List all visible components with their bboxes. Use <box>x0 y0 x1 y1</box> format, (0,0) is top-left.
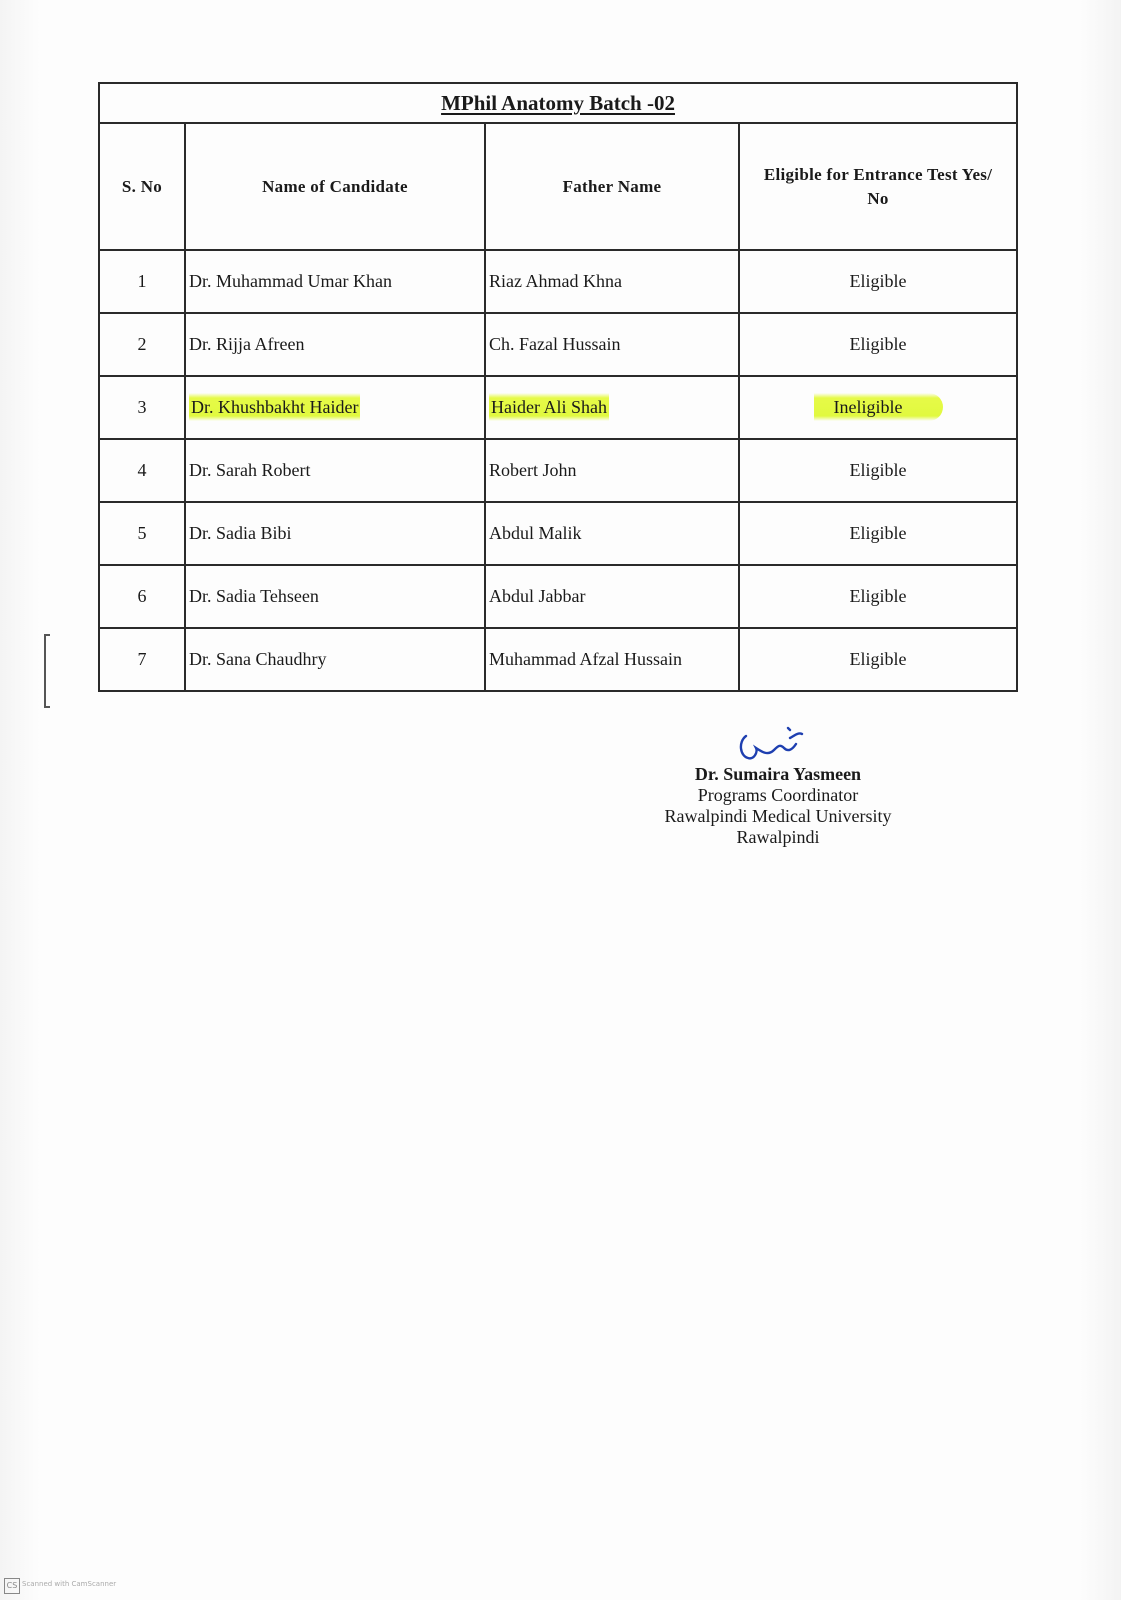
cell-father-name <box>485 565 739 628</box>
cell-eligibility-status <box>739 250 1017 313</box>
table-title-text: MPhil Anatomy Batch -02 <box>441 90 675 115</box>
cell-father-name <box>485 628 739 691</box>
cell-eligibility-status <box>739 313 1017 376</box>
cell-candidate-name <box>185 628 485 691</box>
cell-father-name <box>485 502 739 565</box>
cell-eligibility-status-text: Eligible <box>849 271 907 291</box>
cell-father-name <box>485 313 739 376</box>
cell-sno-text: 1 <box>137 271 147 291</box>
header-name: Name of Candidate <box>185 123 485 250</box>
cell-candidate-name-text: Dr. Rijja Afreen <box>189 334 305 354</box>
cell-eligibility-status-text: Eligible <box>849 460 907 480</box>
cell-eligibility-status <box>739 439 1017 502</box>
camscanner-logo-icon: CS <box>4 1578 20 1594</box>
header-sno: S. No <box>99 123 185 250</box>
cell-father-name-text: Riaz Ahmad Khna <box>489 271 622 291</box>
cell-sno-text: 3 <box>137 397 147 417</box>
cell-sno-text: 4 <box>137 460 147 480</box>
cell-eligibility-status-text: Eligible <box>849 334 907 354</box>
cell-eligibility-status-text: Eligible <box>849 523 907 543</box>
signature-block <box>640 722 916 848</box>
cell-candidate-name <box>185 439 485 502</box>
cell-candidate-name-text: Dr. Khushbakht Haider <box>189 393 360 421</box>
cell-father-name <box>485 250 739 313</box>
cell-sno <box>99 439 185 502</box>
table-row <box>99 439 1017 502</box>
cell-eligibility-status-text: Eligible <box>849 586 907 606</box>
cell-sno-text: 6 <box>137 586 147 606</box>
table-row <box>99 628 1017 691</box>
cell-father-name-text: Abdul Jabbar <box>489 586 586 606</box>
cell-father-name <box>485 376 739 439</box>
cell-father-name-text: Robert John <box>489 460 577 480</box>
cell-sno-text: 5 <box>137 523 147 543</box>
cell-eligibility-status <box>739 502 1017 565</box>
table-row <box>99 376 1017 439</box>
signatory-institution: Rawalpindi Medical University <box>664 806 892 826</box>
cell-candidate-name-text: Dr. Sana Chaudhry <box>189 649 327 669</box>
signature-mark <box>718 722 838 764</box>
cell-father-name-text: Abdul Malik <box>489 523 582 543</box>
cell-sno <box>99 313 185 376</box>
cell-eligibility-status <box>739 376 1017 439</box>
signatory-city: Rawalpindi <box>736 827 820 847</box>
cell-eligibility-status-text: Eligible <box>849 649 907 669</box>
cell-candidate-name-text: Dr. Muhammad Umar Khan <box>189 271 392 291</box>
table-row <box>99 502 1017 565</box>
cell-sno <box>99 250 185 313</box>
cell-candidate-name <box>185 376 485 439</box>
cell-candidate-name-text: Dr. Sarah Robert <box>189 460 311 480</box>
table-header-row <box>99 123 1017 250</box>
header-father: Father Name <box>485 123 739 250</box>
candidates-table-container <box>98 82 1016 692</box>
cell-candidate-name-text: Dr. Sadia Bibi <box>189 523 292 543</box>
cell-eligibility-status <box>739 628 1017 691</box>
table-body <box>99 250 1017 691</box>
cell-sno <box>99 376 185 439</box>
cell-father-name-text: Ch. Fazal Hussain <box>489 334 621 354</box>
cell-sno-text: 7 <box>137 649 147 669</box>
cell-father-name-text: Muhammad Afzal Hussain <box>489 649 682 669</box>
cell-eligibility-status-text: Ineligible <box>814 393 943 421</box>
cell-sno <box>99 502 185 565</box>
cell-eligibility-status <box>739 565 1017 628</box>
cell-father-name <box>485 439 739 502</box>
margin-bracket-mark <box>44 634 50 708</box>
cell-father-name-text: Haider Ali Shah <box>489 393 609 421</box>
cell-sno <box>99 628 185 691</box>
cell-candidate-name <box>185 565 485 628</box>
cell-candidate-name <box>185 502 485 565</box>
cell-candidate-name-text: Dr. Sadia Tehseen <box>189 586 319 606</box>
table-row <box>99 250 1017 313</box>
camscanner-watermark: Scanned with CamScanner <box>22 1580 117 1588</box>
cell-sno <box>99 565 185 628</box>
signatory-name: Dr. Sumaira Yasmeen <box>694 764 862 784</box>
signatory-designation: Programs Coordinator <box>697 785 859 805</box>
table-row <box>99 565 1017 628</box>
cell-sno-text: 2 <box>137 334 147 354</box>
table-title <box>99 83 1017 123</box>
cell-candidate-name <box>185 313 485 376</box>
candidates-table <box>98 82 1018 692</box>
cell-candidate-name <box>185 250 485 313</box>
table-row <box>99 313 1017 376</box>
header-eligible: Eligible for Entrance Test Yes/ No <box>739 123 1017 250</box>
